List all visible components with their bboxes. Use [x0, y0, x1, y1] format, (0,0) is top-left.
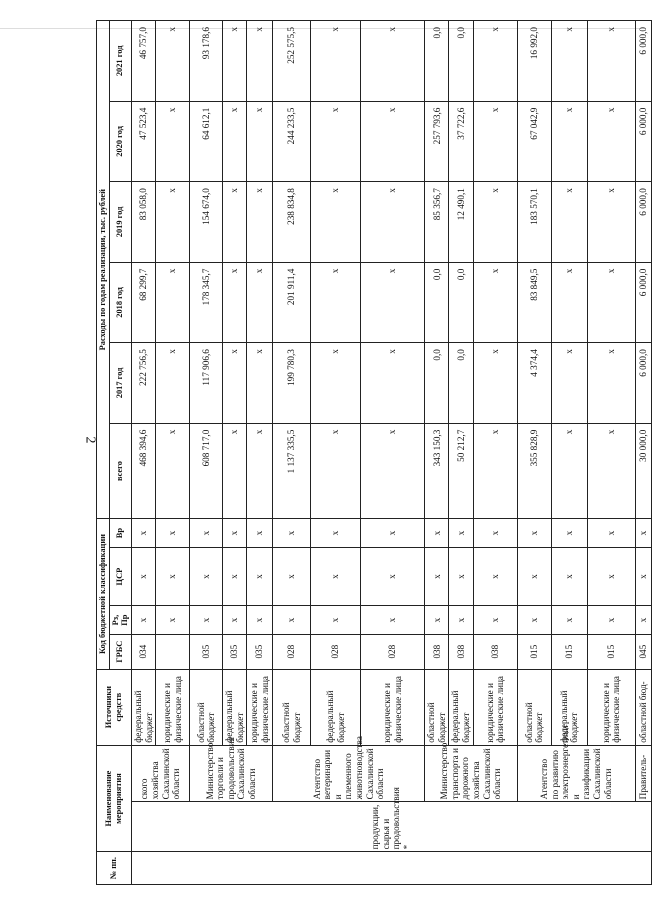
- cell-rzpr: х: [425, 606, 449, 634]
- cell-grbs: 038: [425, 634, 449, 669]
- cell-csr: х: [190, 547, 223, 606]
- cell-y2019: х: [247, 182, 273, 263]
- cell-y2018: х: [587, 262, 635, 343]
- header-num: № пп.: [97, 852, 132, 885]
- cell-y2021: 93 178,6: [190, 21, 223, 102]
- cell-source: областной бюджет: [273, 669, 311, 745]
- header-vr: Вр: [109, 519, 131, 547]
- cell-y2021: х: [473, 21, 517, 102]
- cell-vr: х: [587, 519, 635, 547]
- cell-y2017: х: [156, 343, 190, 424]
- cell-y2020: 64 612,1: [190, 101, 223, 182]
- cell-y2018: 201 911,4: [273, 262, 311, 343]
- cell-rzpr: х: [247, 606, 273, 634]
- cell-source: федеральный бюджет: [311, 669, 361, 745]
- table-row: [517, 21, 551, 885]
- cell-y2019: х: [473, 182, 517, 263]
- cell-source: федеральный бюджет: [551, 669, 587, 745]
- cell-y2021: 0,0: [449, 21, 473, 102]
- cell-vr: х: [551, 519, 587, 547]
- cell-csr: х: [449, 547, 473, 606]
- cell-grbs: [156, 634, 190, 669]
- cell-y2019: х: [311, 182, 361, 263]
- cell-csr: х: [131, 547, 155, 606]
- table-row: [190, 21, 223, 885]
- cell-y2017: 4 374,4: [517, 343, 551, 424]
- cell-y2017: х: [551, 343, 587, 424]
- cell-y2020: х: [223, 101, 247, 182]
- cell-csr: х: [273, 547, 311, 606]
- cell-total: х: [156, 423, 190, 519]
- cell-y2020: х: [247, 101, 273, 182]
- cell-total: х: [311, 423, 361, 519]
- cell-y2019: х: [223, 182, 247, 263]
- cell-total: х: [223, 423, 247, 519]
- cell-y2021: 0,0: [425, 21, 449, 102]
- cell-y2019: 12 490,1: [449, 182, 473, 263]
- cell-vr: х: [473, 519, 517, 547]
- cell-y2017: х: [311, 343, 361, 424]
- cell-y2019: 83 058,0: [131, 182, 155, 263]
- cell-y2018: х: [361, 262, 425, 343]
- cell-y2018: х: [223, 262, 247, 343]
- cell-grbs: 035: [247, 634, 273, 669]
- header-year: 2017 год: [109, 343, 131, 424]
- header-rzpr: Рз, Пр: [109, 606, 131, 634]
- cell-y2017: х: [247, 343, 273, 424]
- cell-y2020: 47 523,4: [131, 101, 155, 182]
- cell-y2021: 46 757,0: [131, 21, 155, 102]
- header-year: 2020 год: [109, 101, 131, 182]
- cell-y2017: х: [473, 343, 517, 424]
- cell-y2018: 68 299,7: [131, 262, 155, 343]
- cell-csr: х: [247, 547, 273, 606]
- cell-rzpr: х: [587, 606, 635, 634]
- cell-total: 355 828,9: [517, 423, 551, 519]
- cell-executor: Правитель-: [635, 745, 651, 802]
- cell-total: 468 394,6: [131, 423, 155, 519]
- cell-y2020: 244 233,5: [273, 101, 311, 182]
- cell-executor: Агентство по развитию электроэнергетики и газификации Сахалинской области: [517, 745, 635, 802]
- cell-csr: х: [311, 547, 361, 606]
- cell-executor: Министерство торговли и продовольствия Сахалинской области: [190, 745, 273, 802]
- cell-vr: х: [156, 519, 190, 547]
- cell-total: х: [361, 423, 425, 519]
- cell-total: х: [587, 423, 635, 519]
- header-expenses-group: Расходы по годам реализации, тыс. рублей: [97, 21, 110, 519]
- page-number: 2: [82, 436, 98, 444]
- cell-y2019: х: [551, 182, 587, 263]
- cell-y2017: 117 906,6: [190, 343, 223, 424]
- cell-executor: ского хозяйства Сахалинской области: [131, 745, 189, 802]
- cell-y2017: х: [587, 343, 635, 424]
- cell-rzpr: х: [449, 606, 473, 634]
- cell-csr: х: [361, 547, 425, 606]
- cell-y2017: 6 000,0: [635, 343, 651, 424]
- header-sources: Источники средств: [97, 669, 132, 745]
- header-name: Наименование мероприятия: [97, 745, 132, 852]
- cell-num: [131, 852, 651, 885]
- cell-source: юридические и физические лица: [473, 669, 517, 745]
- cell-y2020: х: [311, 101, 361, 182]
- cell-csr: х: [156, 547, 190, 606]
- cell-y2018: х: [156, 262, 190, 343]
- cell-vr: х: [425, 519, 449, 547]
- cell-grbs: 035: [190, 634, 223, 669]
- cell-y2021: х: [587, 21, 635, 102]
- cell-grbs: 015: [551, 634, 587, 669]
- cell-y2019: 85 356,7: [425, 182, 449, 263]
- cell-y2017: 222 756,5: [131, 343, 155, 424]
- cell-y2021: 252 575,5: [273, 21, 311, 102]
- budget-table: [96, 20, 652, 885]
- cell-source: областной бюджет: [517, 669, 551, 745]
- cell-y2018: 0,0: [449, 262, 473, 343]
- cell-rzpr: х: [473, 606, 517, 634]
- cell-grbs: 028: [361, 634, 425, 669]
- cell-grbs: 038: [473, 634, 517, 669]
- cell-rzpr: х: [273, 606, 311, 634]
- cell-vr: х: [131, 519, 155, 547]
- cell-y2021: х: [223, 21, 247, 102]
- rotated-page: [96, 20, 648, 885]
- table-row: [635, 21, 651, 885]
- cell-grbs: 028: [311, 634, 361, 669]
- cell-y2019: 6 000,0: [635, 182, 651, 263]
- cell-y2020: х: [361, 101, 425, 182]
- header-year: 2019 год: [109, 182, 131, 263]
- cell-rzpr: х: [190, 606, 223, 634]
- cell-source: федеральный бюджет: [131, 669, 155, 745]
- cell-source: федеральный бюджет: [223, 669, 247, 745]
- cell-source: областной бюджет: [425, 669, 449, 745]
- cell-csr: х: [517, 547, 551, 606]
- cell-source: областной бюд-: [635, 669, 651, 745]
- table-body: [131, 21, 651, 885]
- cell-y2019: х: [156, 182, 190, 263]
- cell-grbs: 015: [587, 634, 635, 669]
- cell-rzpr: х: [361, 606, 425, 634]
- cell-total: 608 717,0: [190, 423, 223, 519]
- cell-executor: Агентство ветеринарии и племенного животноводства Сахалинской области: [273, 745, 425, 802]
- cell-vr: х: [190, 519, 223, 547]
- cell-source: областной бюджет: [190, 669, 223, 745]
- cell-vr: х: [517, 519, 551, 547]
- cell-source: юридические и физические лица: [361, 669, 425, 745]
- cell-y2020: х: [587, 101, 635, 182]
- cell-y2020: х: [473, 101, 517, 182]
- cell-csr: х: [635, 547, 651, 606]
- cell-total: х: [551, 423, 587, 519]
- cell-grbs: 028: [273, 634, 311, 669]
- cell-y2018: 83 849,5: [517, 262, 551, 343]
- cell-y2021: 6 000,0: [635, 21, 651, 102]
- cell-grbs: 015: [517, 634, 551, 669]
- cell-grbs: 045: [635, 634, 651, 669]
- cell-y2018: х: [473, 262, 517, 343]
- cell-y2021: х: [156, 21, 190, 102]
- header-csr: ЦСР: [109, 547, 131, 606]
- cell-y2019: х: [587, 182, 635, 263]
- cell-y2021: 16 992,0: [517, 21, 551, 102]
- cell-y2018: х: [311, 262, 361, 343]
- cell-csr: х: [473, 547, 517, 606]
- cell-y2017: 0,0: [449, 343, 473, 424]
- cell-grbs: 035: [223, 634, 247, 669]
- cell-vr: х: [223, 519, 247, 547]
- header-grbs: ГРБС: [109, 634, 131, 669]
- cell-y2021: х: [311, 21, 361, 102]
- cell-y2017: х: [361, 343, 425, 424]
- cell-vr: х: [449, 519, 473, 547]
- table-header: [97, 21, 132, 885]
- cell-y2017: 0,0: [425, 343, 449, 424]
- cell-source: федеральный бюджет: [449, 669, 473, 745]
- cell-executor: Министерство транспорта и дорожного хозяйства Сахалинской области: [425, 745, 517, 802]
- table-row: [273, 21, 311, 885]
- cell-y2017: х: [223, 343, 247, 424]
- cell-csr: х: [587, 547, 635, 606]
- cell-vr: х: [311, 519, 361, 547]
- cell-source: юридические и физические лица: [247, 669, 273, 745]
- cell-y2020: х: [156, 101, 190, 182]
- cell-y2020: 37 722,6: [449, 101, 473, 182]
- cell-y2018: х: [247, 262, 273, 343]
- cell-y2018: 0,0: [425, 262, 449, 343]
- cell-vr: х: [635, 519, 651, 547]
- cell-total: 343 150,3: [425, 423, 449, 519]
- cell-y2018: х: [551, 262, 587, 343]
- cell-y2020: х: [551, 101, 587, 182]
- table-row: [131, 21, 155, 885]
- table-row: [425, 21, 449, 885]
- cell-y2019: 183 570,1: [517, 182, 551, 263]
- cell-total: 1 137 335,5: [273, 423, 311, 519]
- cell-rzpr: х: [311, 606, 361, 634]
- cell-rzpr: х: [635, 606, 651, 634]
- cell-total: х: [473, 423, 517, 519]
- cell-source: юридические и физические лица: [156, 669, 190, 745]
- cell-rzpr: х: [551, 606, 587, 634]
- cell-total: 50 212,7: [449, 423, 473, 519]
- cell-csr: х: [551, 547, 587, 606]
- header-year: 2018 год: [109, 262, 131, 343]
- cell-total: 30 000,0: [635, 423, 651, 519]
- cell-y2018: 178 345,7: [190, 262, 223, 343]
- cell-rzpr: х: [223, 606, 247, 634]
- cell-vr: х: [247, 519, 273, 547]
- cell-grbs: 038: [449, 634, 473, 669]
- cell-total: х: [247, 423, 273, 519]
- cell-y2019: х: [361, 182, 425, 263]
- cell-y2021: х: [361, 21, 425, 102]
- cell-csr: х: [425, 547, 449, 606]
- cell-rzpr: х: [156, 606, 190, 634]
- cell-grbs: 034: [131, 634, 155, 669]
- cell-y2019: 154 674,0: [190, 182, 223, 263]
- cell-y2020: 257 793,6: [425, 101, 449, 182]
- cell-y2019: 238 834,8: [273, 182, 311, 263]
- cell-vr: х: [361, 519, 425, 547]
- cell-source: юридические и физические лица: [587, 669, 635, 745]
- cell-y2021: х: [551, 21, 587, 102]
- cell-y2018: 6 000,0: [635, 262, 651, 343]
- cell-y2020: 6 000,0: [635, 101, 651, 182]
- header-total: всего: [109, 423, 131, 519]
- cell-rzpr: х: [517, 606, 551, 634]
- cell-csr: х: [223, 547, 247, 606]
- cell-rzpr: х: [131, 606, 155, 634]
- header-year: 2021 год: [109, 21, 131, 102]
- header-code-group: Код бюджетной классификации: [97, 519, 110, 669]
- cell-y2020: 67 042,9: [517, 101, 551, 182]
- cell-y2017: 199 780,3: [273, 343, 311, 424]
- cell-y2021: х: [247, 21, 273, 102]
- cell-vr: х: [273, 519, 311, 547]
- cell-measure-name: продукции, сырья и продовольствия *: [131, 802, 651, 852]
